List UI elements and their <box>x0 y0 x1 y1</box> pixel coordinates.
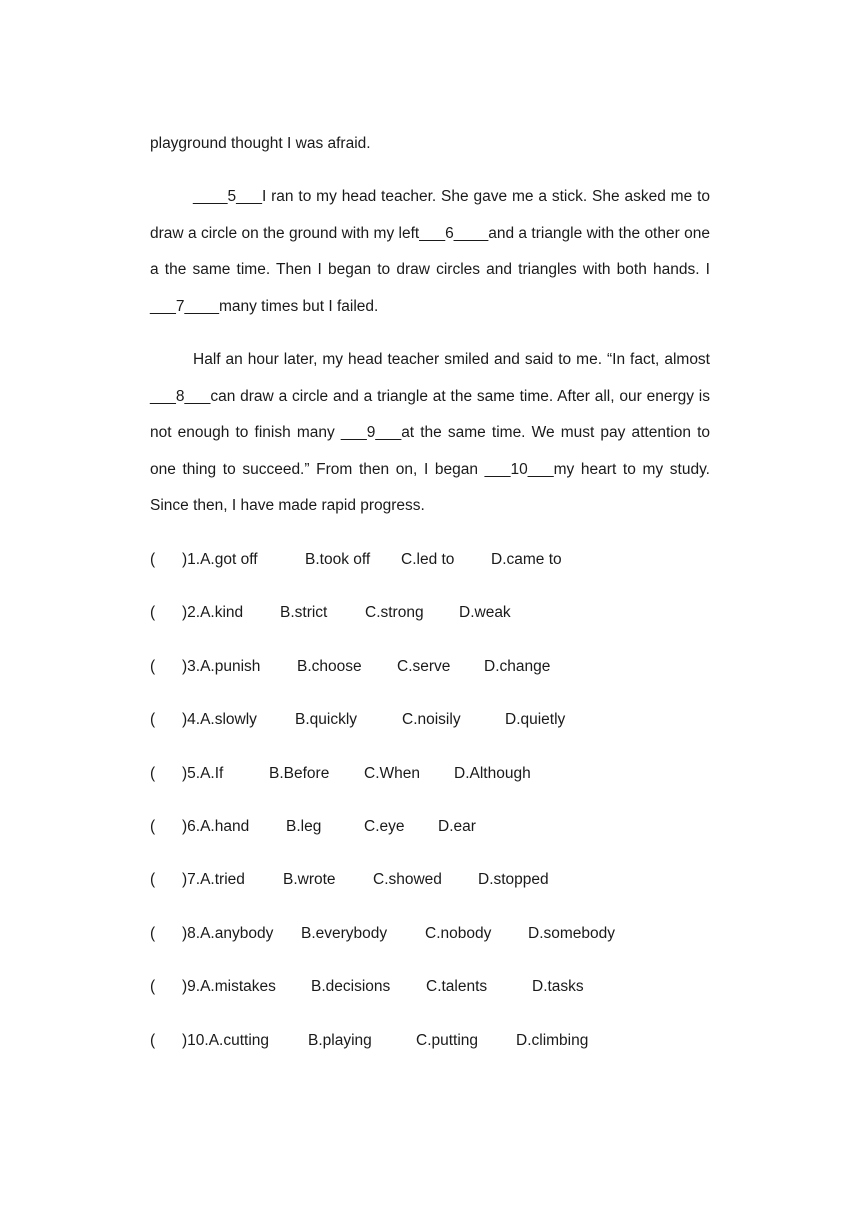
option-d: D.ear <box>438 818 476 835</box>
option-c: C.led to <box>401 551 455 568</box>
option-a: )8.A.anybody <box>182 925 274 942</box>
option-d: D.tasks <box>532 978 584 995</box>
passage-paragraph-1: playground thought I was afraid. <box>150 135 371 152</box>
option-d: D.climbing <box>516 1032 589 1049</box>
option-b: B.Before <box>269 765 330 782</box>
answer-bracket: ( <box>150 604 156 621</box>
option-d: D.stopped <box>478 871 549 888</box>
option-a: )10.A.cutting <box>182 1032 270 1049</box>
option-b: B.everybody <box>301 925 388 942</box>
answer-bracket: ( <box>150 818 156 835</box>
answer-bracket: ( <box>150 551 156 568</box>
passage-paragraph-2: ____5___I ran to my head teacher. She gave me a stick. She asked me to draw a circle on the ground with my left___6____and a triangle with the other one a the same time. Then I began to draw circles and triangles with both hands. I ___7____many times but I failed. <box>150 188 710 315</box>
answer-bracket: ( <box>150 871 156 888</box>
option-a: )7.A.tried <box>182 871 245 888</box>
option-a: )3.A.punish <box>182 658 261 675</box>
option-b: B.leg <box>286 818 322 835</box>
option-d: D.somebody <box>528 925 616 942</box>
answer-bracket: ( <box>150 711 156 728</box>
option-d: D.came to <box>491 551 562 568</box>
option-b: B.playing <box>308 1032 372 1049</box>
option-c: C.serve <box>397 658 451 675</box>
option-d: D.change <box>484 658 551 675</box>
option-a: )2.A.kind <box>182 604 244 621</box>
answer-bracket: ( <box>150 1032 156 1049</box>
answer-bracket: ( <box>150 925 156 942</box>
option-c: C.showed <box>373 871 442 888</box>
option-a: )9.A.mistakes <box>182 978 276 995</box>
option-b: B.decisions <box>311 978 391 995</box>
option-a: )4.A.slowly <box>182 711 257 728</box>
option-a: )6.A.hand <box>182 818 250 835</box>
option-c: C.eye <box>364 818 405 835</box>
option-b: B.wrote <box>283 871 336 888</box>
option-c: C.When <box>364 765 420 782</box>
option-b: B.took off <box>305 551 371 568</box>
option-c: C.nobody <box>425 925 492 942</box>
option-b: B.choose <box>297 658 362 675</box>
option-a: )1.A.got off <box>182 551 258 568</box>
option-d: D.quietly <box>505 711 566 728</box>
answer-bracket: ( <box>150 658 156 675</box>
option-c: C.strong <box>365 604 424 621</box>
option-a: )5.A.If <box>182 765 224 782</box>
passage-paragraph-3: Half an hour later, my head teacher smiled and said to me. “In fact, almost ___8___can draw a circle and a triangle at the same time. After all, our energy is not enough to finish many ___9___at the same time. We must pay attention to one thing to succeed.” From then on, I began ___10___my heart to my study. Since then, I have made rapid progress. <box>150 351 710 515</box>
option-c: C.putting <box>416 1032 479 1049</box>
option-b: B.quickly <box>295 711 358 728</box>
option-d: D.Although <box>454 765 531 782</box>
option-b: B.strict <box>280 604 328 621</box>
option-c: C.noisily <box>402 711 461 728</box>
answer-bracket: ( <box>150 978 156 995</box>
option-c: C.talents <box>426 978 488 995</box>
answer-bracket: ( <box>150 765 156 782</box>
option-d: D.weak <box>459 604 511 621</box>
